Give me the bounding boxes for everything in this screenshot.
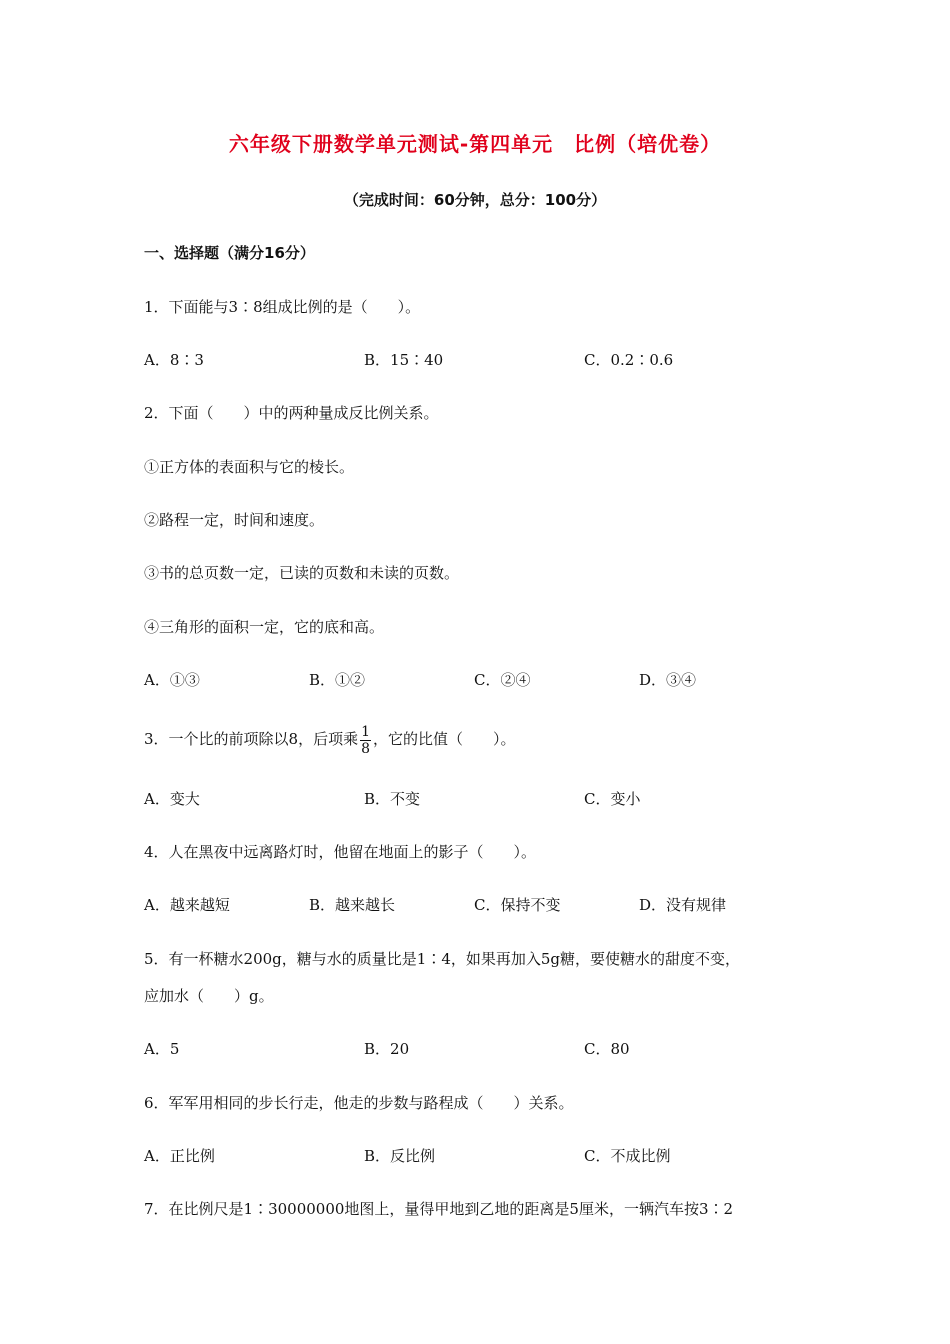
q6-option-c: C．不成比例 bbox=[584, 1147, 671, 1165]
question-6: 6．军军用相同的步长行走，他走的步数与路程成（ ）关系。 bbox=[144, 1094, 574, 1112]
q5-option-b: B．20 bbox=[364, 1040, 410, 1058]
q4-option-c: C．保持不变 bbox=[474, 896, 561, 914]
exam-info: （完成时间：60分钟，总分：100分） bbox=[343, 191, 607, 209]
question-2: 2．下面（ ）中的两种量成反比例关系。 bbox=[144, 404, 439, 422]
q4-option-d: D．没有规律 bbox=[639, 896, 727, 914]
question-1: 1．下面能与3∶8组成比例的是（ ）。 bbox=[144, 298, 421, 316]
fraction-denominator: 8 bbox=[361, 740, 371, 757]
q2-item-2: ②路程一定，时间和速度。 bbox=[144, 511, 325, 529]
q1-option-a: A．8∶3 bbox=[144, 351, 204, 369]
q4-option-b: B．越来越长 bbox=[309, 896, 396, 914]
q3-option-a: A．变大 bbox=[144, 790, 200, 808]
question-3 bbox=[144, 719, 516, 759]
section-heading: 一、选择题（满分16分） bbox=[144, 244, 315, 262]
q2-option-c: C．②④ bbox=[474, 671, 531, 689]
q5-option-a: A．5 bbox=[144, 1040, 180, 1058]
q3-option-b: B．不变 bbox=[364, 790, 421, 808]
page-title: 六年级下册数学单元测试-第四单元 比例（培优卷） bbox=[228, 132, 722, 156]
fraction bbox=[360, 724, 371, 757]
q2-item-4: ④三角形的面积一定，它的底和高。 bbox=[144, 618, 385, 636]
q3-text-before: 3．一个比的前项除以8，后项乘 bbox=[144, 730, 359, 748]
q2-option-d: D．③④ bbox=[639, 671, 697, 689]
q2-option-a: A．①③ bbox=[144, 671, 200, 689]
q4-option-a: A．越来越短 bbox=[144, 896, 230, 914]
q2-item-3: ③书的总页数一定，已读的页数和未读的页数。 bbox=[144, 564, 460, 582]
fraction-numerator: 1 bbox=[361, 723, 371, 740]
q1-option-b: B．15∶40 bbox=[364, 351, 444, 369]
q2-item-1: ①正方体的表面积与它的棱长。 bbox=[144, 458, 355, 476]
question-5-line-2: 应加水（ ）g。 bbox=[144, 987, 274, 1005]
question-5-line-1: 5．有一杯糖水200g，糖与水的质量比是1∶4，如果再加入5g糖，要使糖水的甜度不变， bbox=[144, 950, 741, 968]
q5-option-c: C．80 bbox=[584, 1040, 630, 1058]
q6-option-b: B．反比例 bbox=[364, 1147, 436, 1165]
q1-option-c: C．0.2∶0.6 bbox=[584, 351, 674, 369]
q6-option-a: A．正比例 bbox=[144, 1147, 215, 1165]
question-4: 4．人在黑夜中远离路灯时，他留在地面上的影子（ ）。 bbox=[144, 843, 537, 861]
q3-option-c: C．变小 bbox=[584, 790, 641, 808]
q3-text-after: ，它的比值（ ）。 bbox=[373, 730, 516, 748]
question-7: 7．在比例尺是1∶30000000地图上，量得甲地到乙地的距离是5厘米，一辆汽车按3∶2 bbox=[144, 1200, 734, 1218]
q2-option-b: B．①② bbox=[309, 671, 366, 689]
